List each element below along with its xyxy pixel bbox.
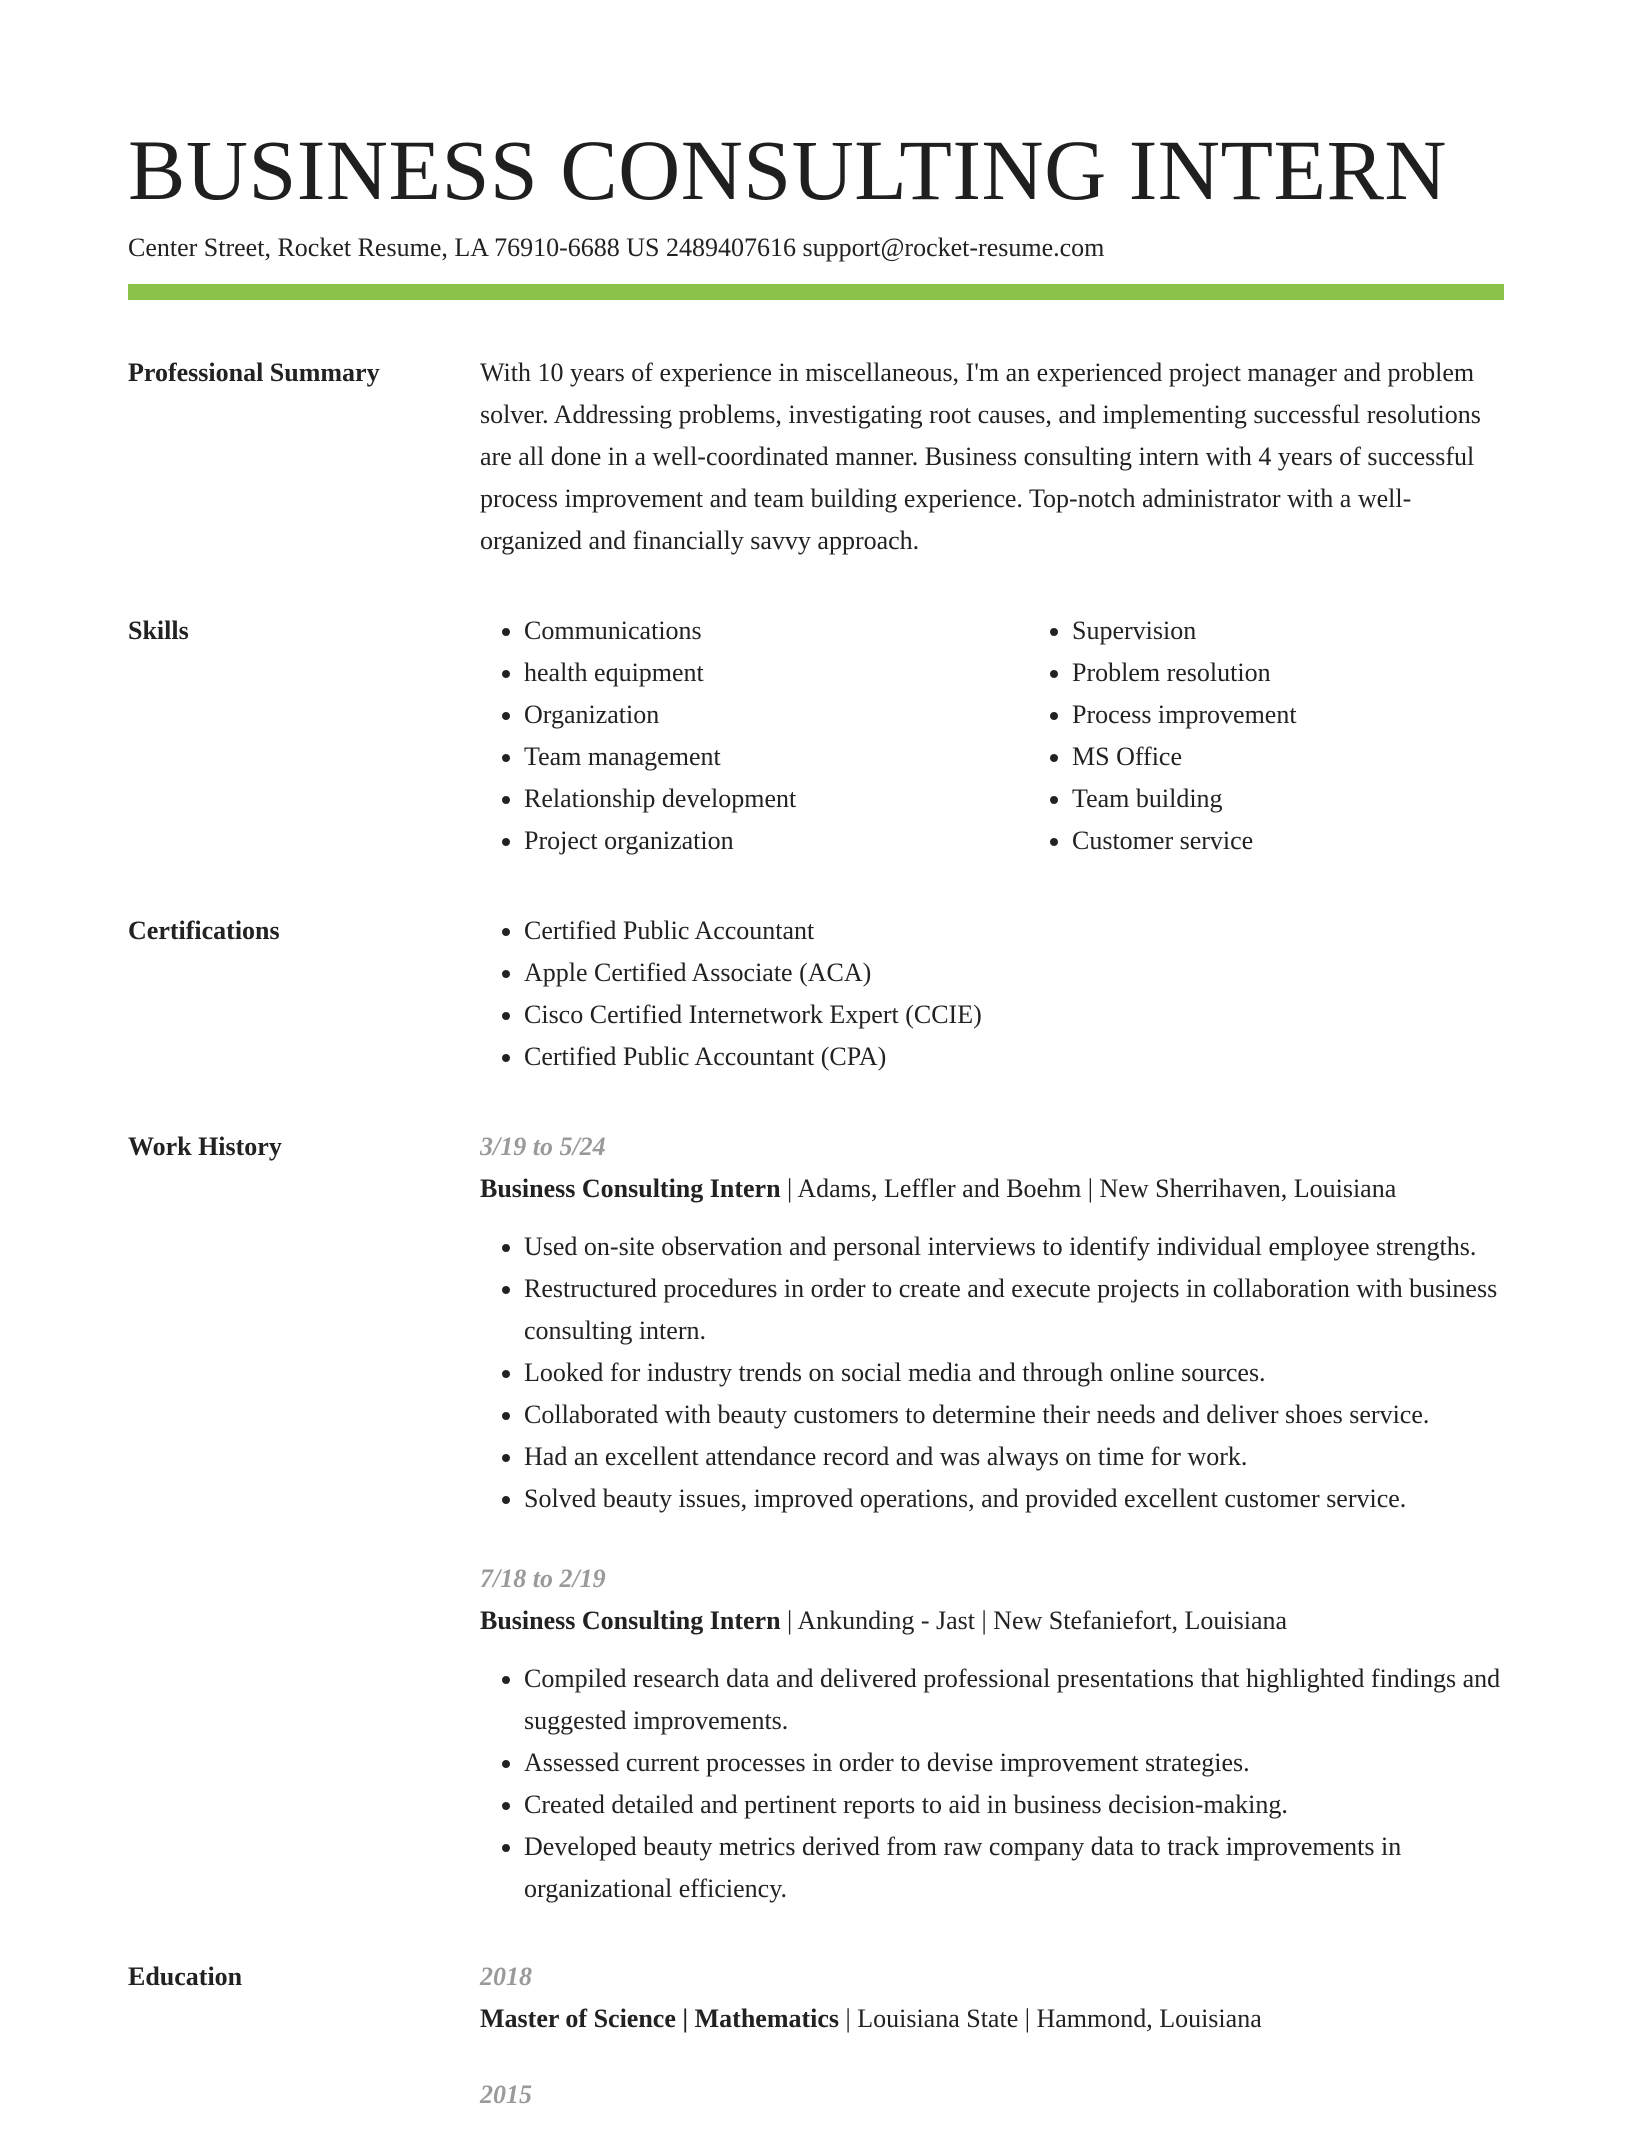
- section-label-certifications: Certifications: [128, 916, 280, 945]
- certifications-section: [128, 910, 1504, 1078]
- job-bullet: • Used on-site observation and personal interviews to identify individual employee strengths.: [524, 1226, 1504, 1268]
- job-bullet: • Developed beauty metrics derived from raw company data to track improvements in organizational efficiency.: [524, 1826, 1504, 1910]
- education-degree: Master of Science | Mathematics: [480, 2004, 840, 2033]
- summary-text: With 10 years of experience in miscellaneous, I'm an experienced project manager and problem solver. Addressing problems, investigating root causes, and implementing successful resolutions are all done in a well-coordinated manner. Business consulting intern with 4 years of successful process improvement and team building experience. Top-notch administrator with a well-organized and financially savvy approach.: [480, 358, 1481, 555]
- skill-item: • Communications: [524, 610, 1028, 652]
- education-entry: [480, 2074, 1504, 2116]
- skill-item: • Team building: [1072, 778, 1576, 820]
- job-bullet: • Restructured procedures in order to create and execute projects in collaboration with business consulting intern.: [524, 1268, 1504, 1352]
- summary-section: [128, 352, 1504, 562]
- job-entry: [480, 1558, 1504, 1910]
- job-entry: [480, 1126, 1504, 1520]
- certifications-list: [480, 910, 1504, 1078]
- skill-item: • Process improvement: [1072, 694, 1576, 736]
- skill-item: • Problem resolution: [1072, 652, 1576, 694]
- skill-item: • Team management: [524, 736, 1028, 778]
- section-label-skills: Skills: [128, 616, 189, 645]
- work-history-section: [128, 1126, 1504, 1948]
- job-heading: [480, 1168, 1504, 1210]
- skill-item: • Project organization: [524, 820, 1028, 862]
- skills-section: [128, 610, 1504, 862]
- skill-item: • Supervision: [1072, 610, 1576, 652]
- accent-divider: [128, 284, 1504, 300]
- certification-item: • Apple Certified Associate (ACA): [524, 952, 1504, 994]
- skill-item: • Relationship development: [524, 778, 1028, 820]
- section-label-work: Work History: [128, 1132, 282, 1161]
- section-label-summary: Professional Summary: [128, 358, 380, 387]
- job-dates: 3/19 to 5/24: [480, 1132, 606, 1161]
- contact-line: Center Street, Rocket Resume, LA 76910-6688 US 2489407616 support@rocket-resume.com: [128, 233, 1105, 262]
- job-employer-location: | Ankunding - Jast | New Stefaniefort, Louisiana: [780, 1606, 1288, 1635]
- job-bullet: • Solved beauty issues, improved operations, and provided excellent customer service.: [524, 1478, 1504, 1520]
- job-bullets: [480, 1226, 1504, 1520]
- education-heading: [480, 1998, 1504, 2040]
- job-bullets: [480, 1658, 1504, 1910]
- resume-page: [128, 120, 1504, 2150]
- job-heading: [480, 1600, 1504, 1642]
- job-bullet: • Had an excellent attendance record and was always on time for work.: [524, 1436, 1504, 1478]
- skill-item: • health equipment: [524, 652, 1028, 694]
- skill-item: • Customer service: [1072, 820, 1576, 862]
- education-school-location: | Louisiana State | Hammond, Louisiana: [839, 2004, 1262, 2033]
- job-bullet: • Assessed current processes in order to devise improvement strategies.: [524, 1742, 1504, 1784]
- job-title: Business Consulting Intern: [480, 1606, 781, 1635]
- skills-list-left: [480, 610, 1028, 862]
- skill-item: • MS Office: [1072, 736, 1576, 778]
- job-employer-location: | Adams, Leffler and Boehm | New Sherrihaven, Louisiana: [780, 1174, 1397, 1203]
- certification-item: • Cisco Certified Internetwork Expert (CCIE): [524, 994, 1504, 1036]
- job-bullet: • Compiled research data and delivered professional presentations that highlighted findings and suggested improvements.: [524, 1658, 1504, 1742]
- job-bullet: • Collaborated with beauty customers to determine their needs and deliver shoes service.: [524, 1394, 1504, 1436]
- education-entry: [480, 1956, 1504, 2040]
- skill-item: • Organization: [524, 694, 1028, 736]
- job-title: Business Consulting Intern: [480, 1174, 781, 1203]
- skills-list-right: [1028, 610, 1576, 862]
- education-year: 2018: [480, 1962, 532, 1991]
- job-dates: 7/18 to 2/19: [480, 1564, 606, 1593]
- resume-title: BUSINESS CONSULTING INTERN: [128, 122, 1448, 218]
- certification-item: • Certified Public Accountant (CPA): [524, 1036, 1504, 1078]
- education-year: 2015: [480, 2080, 532, 2109]
- job-bullet: • Looked for industry trends on social media and through online sources.: [524, 1352, 1504, 1394]
- job-bullet: • Created detailed and pertinent reports to aid in business decision-making.: [524, 1784, 1504, 1826]
- education-section: [128, 1956, 1504, 2150]
- certification-item: • Certified Public Accountant: [524, 910, 1504, 952]
- section-label-education: Education: [128, 1962, 243, 1991]
